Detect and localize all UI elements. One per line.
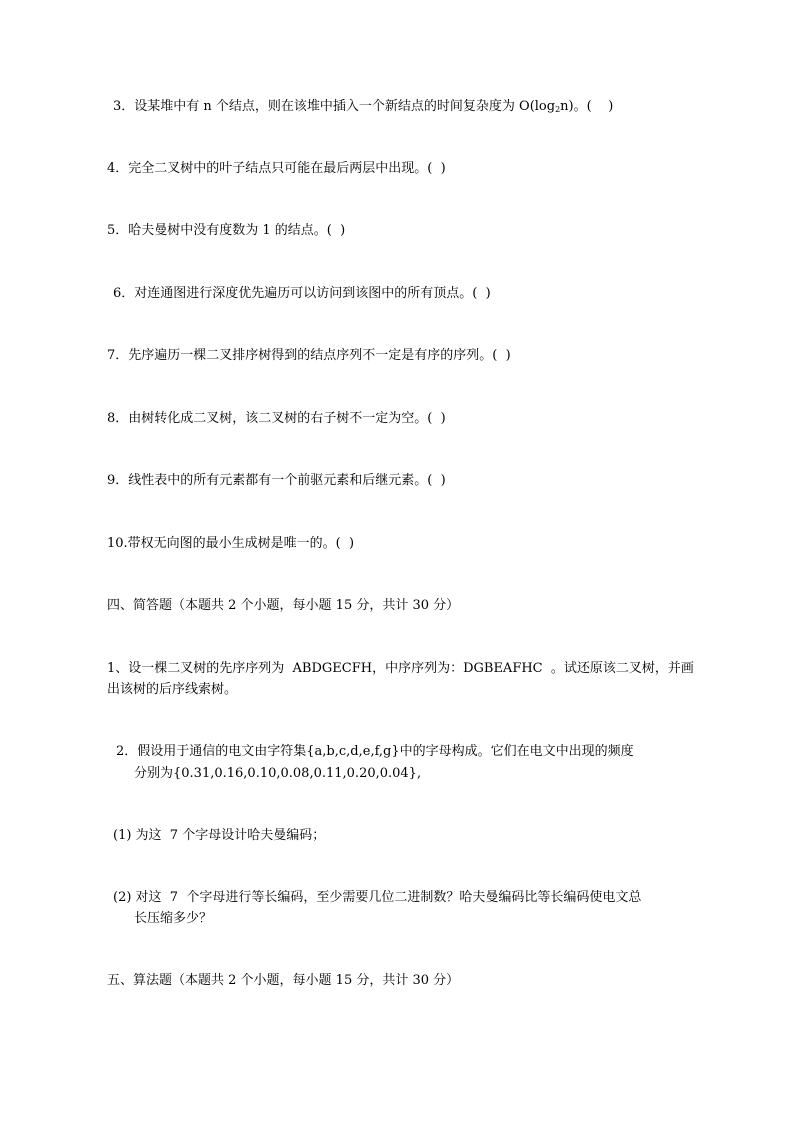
short-answer-1-line2: 出该树的后序线索树。 [107, 682, 238, 697]
short-answer-2-part-1: (1) 为这 7 个字母设计哈夫曼编码； [113, 828, 326, 843]
question-6: 6．对连通图进行深度优先遍历可以访问到该图中的所有顶点。( ) [113, 286, 491, 301]
question-10: 10.带权无向图的最小生成树是唯一的。( ) [107, 536, 355, 551]
question-3-text-end: n)。( ) [560, 99, 614, 114]
short-answer-2-part-2-line2: 长压缩多少？ [134, 911, 213, 926]
question-3 [113, 97, 613, 120]
section-5-heading: 五、算法题（本题共 2 个小题，每小题 15 分，共计 30 分） [107, 973, 460, 988]
question-9: 9．线性表中的所有元素都有一个前驱元素和后继元素。( ) [107, 473, 446, 488]
short-answer-2-line1: 2．假设用于通信的电文由字符集{a,b,c,d,e,f,g}中的字母构成。它们在电文中出现的频度 [116, 744, 634, 759]
question-3-text: 3．设某堆中有 n 个结点，则在该堆中插入一个新结点的时间复杂度为 O(log [113, 99, 556, 114]
question-8: 8．由树转化成二叉树，该二叉树的右子树不一定为空。( ) [107, 411, 446, 426]
question-7: 7．先序遍历一棵二叉排序树得到的结点序列不一定是有序的序列。( ) [107, 348, 511, 363]
short-answer-2-line2: 分别为{0.31,0.16,0.10,0.08,0.11,0.20,0.04}, [134, 766, 422, 781]
short-answer-1-line1: 1、设一棵二叉树的先序序列为 ABDGECFH，中序序列为：DGBEAFHC 。试还原该二叉树，并画 [107, 661, 694, 676]
question-4: 4．完全二叉树中的叶子结点只可能在最后两层中出现。( ) [107, 161, 446, 176]
section-4-heading: 四、简答题（本题共 2 个小题，每小题 15 分，共计 30 分） [107, 598, 460, 613]
question-3-subscript: 2 [555, 105, 561, 114]
question-5: 5．哈夫曼树中没有度数为 1 的结点。( ) [107, 223, 346, 238]
short-answer-2-part-2-line1: (2) 对这 7 个字母进行等长编码，至少需要几位二进制数？哈夫曼编码比等长编码使电文总 [113, 890, 642, 905]
